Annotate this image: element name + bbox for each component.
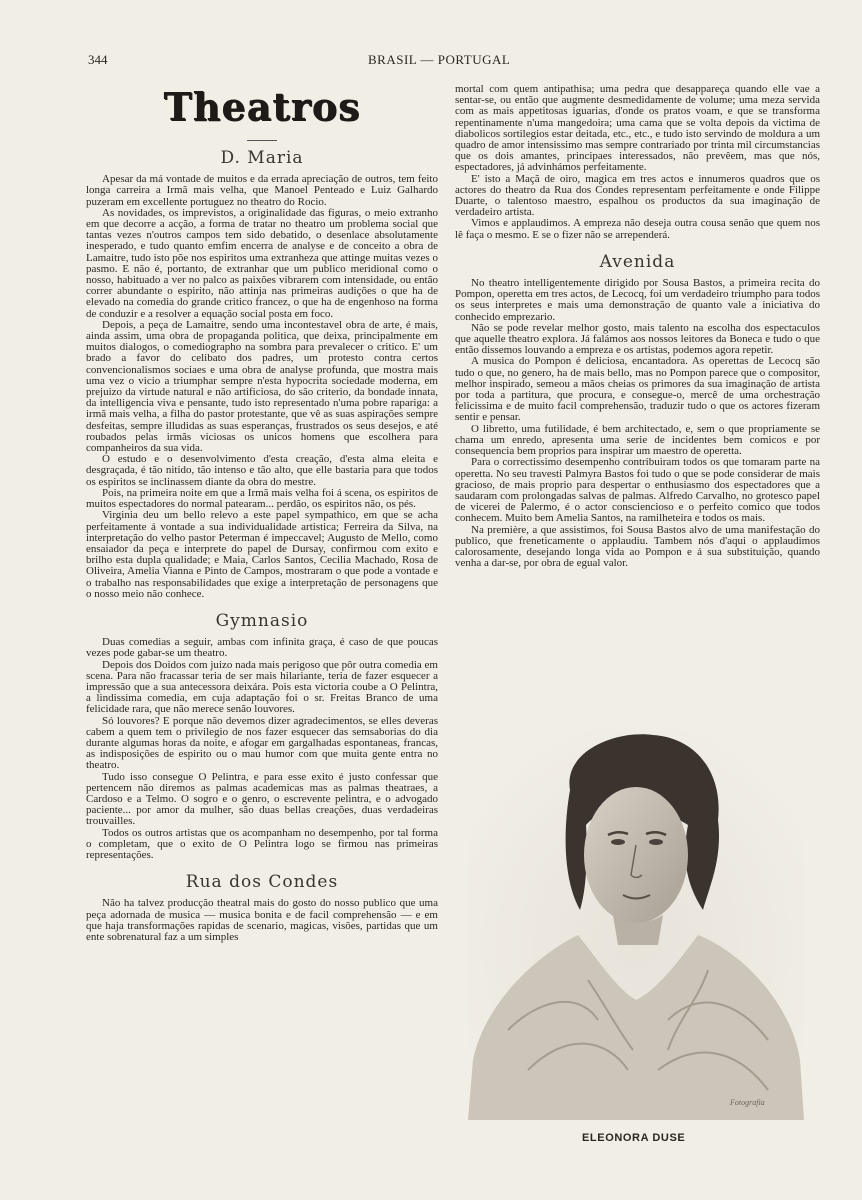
portrait-illustration [468, 730, 804, 1120]
face [584, 787, 688, 923]
main-title: Theatros [163, 84, 361, 129]
paragraph: Depois, a peça de Lamaitre, sendo uma incontestavel obra de arte, é mais, ainda assim, uma obra de propaganda politica, que deixa, principalmente em muitos dialogos, o comediographo na sombra para prevalecer o critico. E' um brado a favor do celibato dos padres, um protesto contra certos convencionalismos sociaes e uma obra de analyse profunda, que mostra mais uma vez o vicio a triumphar sempre n'esta hypocrita sociedade moderna, em prejuizo da virtude natural e não artificiosa, do são criterio, da bondade innata, da intelligencia viva e pensante, tudo isto representado n'uma pobre rapariga: a irmã mais velha, a filha do pastor protestante, que vê as suas aspirações sempre desfeitas, sempre illudidas as suas esperanças, frustrados os seus desejos, e até roubados pelas irmãs viciosas os unicos homens que escolhera para companheiros da sua vida. [86, 318, 438, 455]
section-title-gymnasio: Gymnasio [215, 610, 309, 631]
paragraph: Pois, na primeira noite em que a Irmã mais velha foi á scena, os espiritos de muitos espectadores do normal patearam... perdão, os espiritos não, os pés. [86, 486, 438, 511]
portrait-eleonora-duse [468, 730, 804, 1120]
paragraph: mortal com quem antipathisa; uma pedra que desappareça quando elle vae a sentar-se, ou então que augmente desmedidamente de volume; uma meza servida com as mais appetitosas iguarias, d'onde os pratos voam, e que se transforma repentinamente n'uma mangedoira; uma cama que se volta depois da victima de diabolicos sortilegios estar deitada, etc., etc., e tudo isto servindo de moldura a um quadro de amor intensissimo mas sempre contrariado por trinta mil circumstancias que os dois amantes, principaes interessados, não prevêem, mas que nós, espectadores, já advinhámos perfeitamente. [455, 83, 820, 174]
section-title-avenida: Avenida [599, 251, 676, 272]
paragraph: O libretto, uma futilidade, é bem architectado, e, sem o que propriamente se chama um enredo, apresenta uma serie de incidentes bem comicos e por consequencia bem proprios para inspirar um maestro de operetta. [455, 422, 820, 458]
paragraph: O estudo e o desenvolvimento d'esta creação, d'esta alma eleita e desgraçada, é tão nitido, tão intenso e tão alto, que elle bastaria para que todos os espiritos se inclinassem diante da obra do mestre. [86, 453, 438, 488]
paragraph: Apesar da má vontade de muitos e da errada apreciação de outros, tem feito longa carreira a Irmã mais velha, que Manoel Penteado e Luiz Galhardo puzeram em excellente portuguez no theatro do Rocio. [86, 173, 438, 208]
paragraph: Duas comedias a seguir, ambas com infinita graça, é caso de que poucas vezes pode gabar-se um theatro. [86, 636, 438, 660]
photographer-signature: Fotografia [730, 1098, 765, 1107]
section-title-rua-dos-condes: Rua dos Condes [185, 872, 339, 893]
paragraph: No theatro intelligentemente dirigido por Sousa Bastos, a primeira recita do Pompon, operetta em tres actos, de Lecocq, foi um verdadeiro triumpho para todos os seus interpretes e mais uma demonstração de quanto vale a iniciativa do conhecido emprezario. [455, 277, 820, 323]
paragraph: Só louvores? E porque não devemos dizer agradecimentos, se elles deveras cabem a quem tem o privilegio de nos fazer esquecer das semsaborias do dia durante algumas horas da noite, e afogar em gargalhadas espontaneas, francas, as indisposições de espirito ou o mau humor com que muita gente entra no theatro. [86, 714, 438, 772]
right-column [455, 84, 820, 569]
paragraph: Para o correctissimo desempenho contribuiram todos os que tomaram parte na operetta. No seu travesti Palmyra Bastos foi tudo o que se pode considerar de mais gracioso, de mais proprio para despertar o enthusiasmo dos espectadores que a saudaram com prolongadas salvas de palmas. Alfredo Carvalho, no grotesco papel de vicerei de Palermo, é o actor conscienciosо e o perfeito comico que todos conhecem. Muito bem Amelia Santos, na ramilheteira e todos os mais. [455, 456, 820, 525]
paragraph: A musica do Pompon é deliciosa, encantadora. As operettas de Lecocq são tudo o que, no genero, ha de mais bello, mas no Pompon parece que o compositor, melhor inspirado, semeou a mãos cheias os primores da sua imaginação de artista por toda a partitura, que procura, e consegue-o, mercê de uma orchestração felicissima e de muito facil comprehensão, traduzir tudo o que os actores fizeram sentir e pensar. [455, 355, 820, 424]
section-title-d-maria: D. Maria [220, 148, 304, 168]
paragraph: As novidades, os imprevistos, a originalidade das figuras, o meio extranho em que decorre a acção, a forma de tratar no theatro um problema social que tantas vezes n'outros campos tem sido debatido, o desenlace absolutamente inesperado, e tudo quanto emfim encerra de analyse e de conceito a obra de Lamaitre, tudo isto põe nos espiritos uma extranheza que attinge muitas vezes o pasmo. E não é, portanto, de extranhar que um publico meridional como o nosso, habituado a ver no palco as paixões vibrarem com intensidade, ou então correr abundante o espirito, não attinja nas primeiras audições o que ha de elevado na comedia do grande critico francez, o que ha de engenhoso na forma de conduzir e a resolver a equação social posta em foco. [86, 206, 438, 320]
paragraph: Não ha talvez producção theatral mais do gosto do nosso publico que uma peça adornada de musica — musica bonita e de facil comprehensão — e em que haja transformações rapidas de scenario, magicas, visões, partidas que um ente sobrenatural faz a um simples [86, 897, 438, 943]
running-title: BRASIL — PORTUGAL [368, 52, 511, 67]
paragraph: Vimos e applaudimos. A empreza não deseja outra cousa senão que quem nos lê faça o mesmo. E se o fizer não se arrependerá. [455, 217, 820, 241]
paragraph: E' isto a Maçã de oiro, magica em tres actos e innumeros quadros que os actores do theatro da Rua dos Condes representam perfeitamente e onde Filippe Duarte, o talentoso maestro, espalhou os productos da sua imaginação de verdadeiro artista. [455, 172, 820, 219]
left-column [86, 84, 438, 943]
paragraph: Virginia deu um bello relevo a este papel sympathico, em que se acha perfeitamente á vontade a sua individualidade artistica; Ferreira da Silva, na interpretação do velho pastor Peterman é impeccavel; Augusto de Mello, como ensaiador da peça e interprete do papel de Dursay, confirmou com exito e brilho esta dupla qualidade; e Maia, Carlos Santos, Cecilia Machado, Rosa de Oliveira, Amelia Vianna e Pinto de Campos, mostraram o que pode a vontade e o trabalho nas responsabilidades que exige a interpretação de personagens que o nosso meio não conhece. [86, 509, 438, 600]
paragraph: Depois dos Doidos com juizo nada mais perigoso que pôr outra comedia em scena. Para não fracassar teria de ser mais hilariante, teria de fazer esquecer a impressão que a sua antecessora deixára. Pois esta victoria coube a O Pelintra, a lindissima comedia, em cuja adaptação foi o sr. Freitas Branco de uma felicidade rara, que não merece senão louvores. [86, 658, 438, 716]
paragraph: Todos os outros artistas que os acompanham no desempenho, por tal forma o completam, que o exito de O Pelintra logo se firmou nas primeiras representações. [86, 826, 438, 861]
title-divider [247, 140, 277, 141]
paragraph: Tudo isso consegue O Pelintra, e para esse exito é justo confessar que pertencem não diremos as palmas academicas mas as palmas theatraes, a Cardoso e a Telmo. O sogro e o genro, o escrevente pelintra, e o advogado paciente... por amor da mulher, são duas bellas creações, duas verdadeiras trouvailles. [86, 770, 438, 828]
paragraph: Não se pode revelar melhor gosto, mais talento na escolha dos espectaculos que aquelle theatro explora. Já falámos aos nossos leitores da Boneca e tudo o que então dissemos louvando a empreza e os artistas, podemos agora repetir. [455, 321, 820, 357]
paragraph: Na première, a que assistimos, foi Sousa Bastos alvo de uma manifestação do publico, que freneticamente o applaudiu. Tambem nós d'aqui o applaudimos calorosamente, desejando longa vida ao Pompon e á sua substituição, quando venha a dar-se, por obra de egual valor. [455, 523, 820, 570]
portrait-caption: ELEONORA DUSE [582, 1132, 686, 1144]
page-number: 344 [88, 52, 108, 67]
page-header [88, 52, 828, 70]
